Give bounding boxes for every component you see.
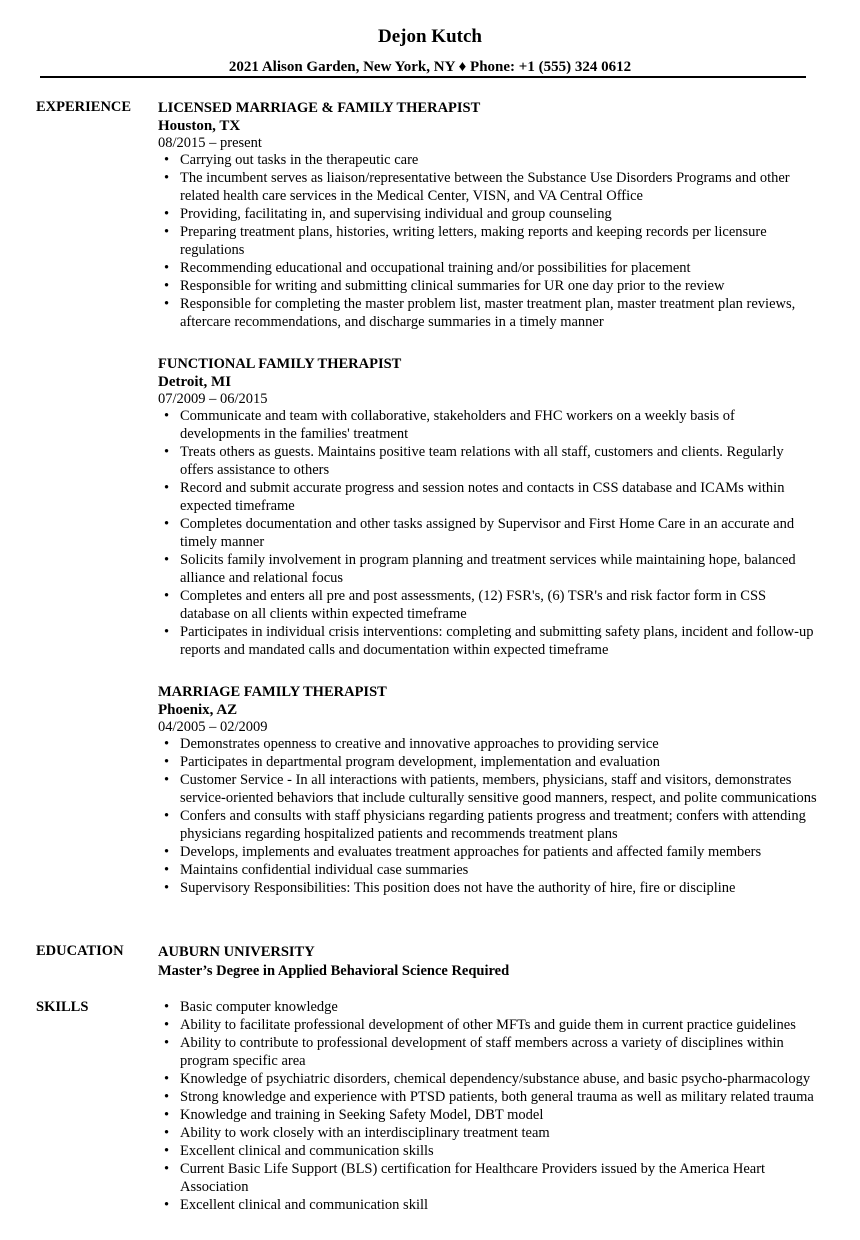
list-item: • Confers and consults with staff physicians regarding patients progress and treatment; confers with attending physicians regarding hospitalized patients and recommends treatment plans bbox=[158, 807, 818, 843]
job-entry bbox=[158, 683, 818, 897]
job-location: Houston, TX bbox=[158, 118, 241, 134]
list-item: • Basic computer knowledge bbox=[158, 998, 818, 1016]
list-item: • Excellent clinical and communication skills bbox=[158, 1142, 818, 1160]
list-item: • Demonstrates openness to creative and innovative approaches to providing service bbox=[158, 735, 818, 753]
section-label-experience: EXPERIENCE bbox=[36, 99, 132, 115]
list-item: • Completes documentation and other tasks assigned by Supervisor and First Home Care in an accurate and timely manner bbox=[158, 515, 818, 551]
list-item: • Recommending educational and occupational training and/or possibilities for placement bbox=[158, 259, 818, 277]
job-location: Detroit, MI bbox=[158, 374, 232, 390]
job-title: FUNCTIONAL FAMILY THERAPIST bbox=[158, 356, 402, 372]
list-item: • Knowledge and training in Seeking Safety Model, DBT model bbox=[158, 1106, 818, 1124]
list-item: • Supervisory Responsibilities: This position does not have the authority of hire, fire or discipline bbox=[158, 879, 818, 897]
list-item: • Strong knowledge and experience with PTSD patients, both general trauma as well as military related trauma bbox=[158, 1088, 818, 1106]
list-item: • Communicate and team with collaborative, stakeholders and FHC workers on a weekly basis of developments in the families' treatment bbox=[158, 407, 818, 443]
skills-list bbox=[158, 998, 818, 1214]
resume-name: Dejon Kutch bbox=[378, 26, 482, 47]
list-item: • Ability to facilitate professional development of other MFTs and guide them in current practice guidelines bbox=[158, 1016, 818, 1034]
section-label-education: EDUCATION bbox=[36, 943, 124, 959]
list-item: • Responsible for writing and submitting clinical summaries for UR one day prior to the review bbox=[158, 277, 818, 295]
list-item: • Preparing treatment plans, histories, writing letters, making reports and keeping records per licensure regulations bbox=[158, 223, 818, 259]
list-item: • Providing, facilitating in, and supervising individual and group counseling bbox=[158, 205, 818, 223]
job-entry bbox=[158, 355, 818, 659]
job-entry bbox=[158, 99, 818, 331]
list-item: • Ability to work closely with an interdisciplinary treatment team bbox=[158, 1124, 818, 1142]
job-bullets bbox=[158, 735, 818, 897]
list-item: • Excellent clinical and communication skill bbox=[158, 1196, 818, 1214]
job-location: Phoenix, AZ bbox=[158, 702, 238, 718]
job-dates: 07/2009 – 06/2015 bbox=[158, 391, 268, 407]
education-school: AUBURN UNIVERSITY bbox=[158, 944, 315, 960]
list-item: • The incumbent serves as liaison/representative between the Substance Use Disorders Programs and other related health care services in the Medical Center, VISN, and VA Central Office bbox=[158, 169, 818, 205]
list-item: • Treats others as guests. Maintains positive team relations with all staff, customers and clients. Regularly offers assistance to others bbox=[158, 443, 818, 479]
list-item: • Completes and enters all pre and post assessments, (12) FSR's, (6) TSR's and risk factor form in CSS database on all clients within expected timeframe bbox=[158, 587, 818, 623]
list-item: • Carrying out tasks in the therapeutic care bbox=[158, 151, 818, 169]
contact-line: 2021 Alison Garden, New York, NY ♦ Phone: +1 (555) 324 0612 bbox=[228, 59, 632, 75]
job-bullets bbox=[158, 407, 818, 659]
job-title: LICENSED MARRIAGE & FAMILY THERAPIST bbox=[158, 100, 481, 116]
list-item: • Participates in individual crisis interventions: completing and submitting safety plans, incident and follow-up reports and mandated calls and documentation within expected timeframe bbox=[158, 623, 818, 659]
list-item: • Develops, implements and evaluates treatment approaches for patients and affected family members bbox=[158, 843, 818, 861]
list-item: • Current Basic Life Support (BLS) certification for Healthcare Providers issued by the America Heart Association bbox=[158, 1160, 818, 1196]
list-item: • Ability to contribute to professional development of staff members across a variety of disciplines within program specific area bbox=[158, 1034, 818, 1070]
section-label-skills: SKILLS bbox=[36, 999, 89, 1015]
header-divider bbox=[40, 76, 806, 78]
job-dates: 04/2005 – 02/2009 bbox=[158, 719, 268, 735]
list-item: • Maintains confidential individual case summaries bbox=[158, 861, 818, 879]
job-title: MARRIAGE FAMILY THERAPIST bbox=[158, 684, 387, 700]
skills-bullets bbox=[158, 998, 818, 1214]
list-item: • Record and submit accurate progress and session notes and contacts in CSS database and ICAMs within expected timeframe bbox=[158, 479, 818, 515]
list-item: • Solicits family involvement in program planning and treatment services while maintaining hope, balanced alliance and relational focus bbox=[158, 551, 818, 587]
education-degree: Master’s Degree in Applied Behavioral Science Required bbox=[158, 963, 510, 979]
education-entry bbox=[158, 943, 818, 981]
job-dates: 08/2015 – present bbox=[158, 135, 262, 151]
list-item: • Customer Service - In all interactions with patients, members, physicians, staff and visitors, demonstrates service-oriented behaviors that include culturally sensitive good manners, respect, and polite communications bbox=[158, 771, 818, 807]
list-item: • Participates in departmental program development, implementation and evaluation bbox=[158, 753, 818, 771]
job-bullets bbox=[158, 151, 818, 331]
list-item: • Responsible for completing the master problem list, master treatment plan, master treatment plan reviews, aftercare recommendations, and discharge summaries in a timely manner bbox=[158, 295, 818, 331]
list-item: • Knowledge of psychiatric disorders, chemical dependency/substance abuse, and basic psycho-pharmacology bbox=[158, 1070, 818, 1088]
